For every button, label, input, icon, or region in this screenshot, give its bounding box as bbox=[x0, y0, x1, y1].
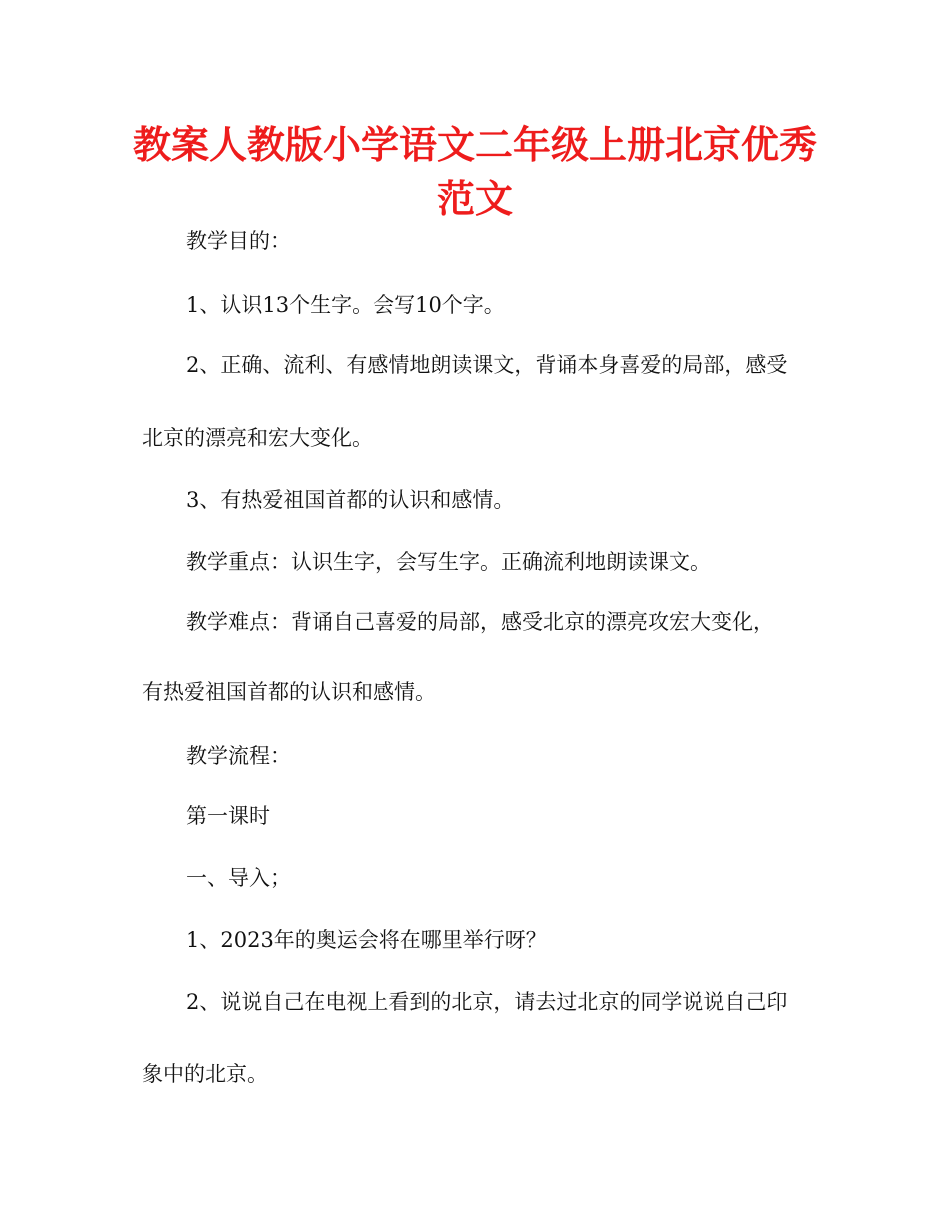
paragraph-question-1: 1、2023年的奥运会将在哪里举行呀？ bbox=[186, 928, 547, 952]
paragraph-question-2-continued: 象中的北京。 bbox=[142, 1062, 268, 1086]
paragraph-introduction: 一、导入； bbox=[186, 866, 291, 890]
paragraph-goal-2-continued: 北京的漂亮和宏大变化。 bbox=[142, 426, 373, 450]
paragraph-difficult-points-continued: 有热爱祖国首都的认识和感情。 bbox=[142, 680, 436, 704]
paragraph-goal-2: 2、正确、流利、有感情地朗读课文，背诵本身喜爱的局部，感受 bbox=[186, 353, 788, 377]
paragraph-teaching-goals-heading: 教学目的： bbox=[186, 229, 291, 253]
paragraph-goal-3: 3、有热爱祖国首都的认识和感情。 bbox=[186, 488, 515, 512]
paragraph-difficult-points: 教学难点：背诵自己喜爱的局部，感受北京的漂亮攻宏大变化， bbox=[186, 610, 774, 634]
document-title: 教案人教版小学语文二年级上册北京优秀范文 bbox=[132, 123, 817, 221]
paragraph-teaching-process-heading: 教学流程： bbox=[186, 744, 291, 768]
paragraph-question-2: 2、说说自己在电视上看到的北京，请去过北京的同学说说自己印 bbox=[186, 990, 788, 1014]
paragraph-goal-1: 1、认识13个生字。会写10个字。 bbox=[186, 293, 505, 317]
paragraph-first-lesson: 第一课时 bbox=[186, 804, 270, 828]
paragraph-key-points: 教学重点：认识生字，会写生字。正确流利地朗读课文。 bbox=[186, 550, 711, 574]
